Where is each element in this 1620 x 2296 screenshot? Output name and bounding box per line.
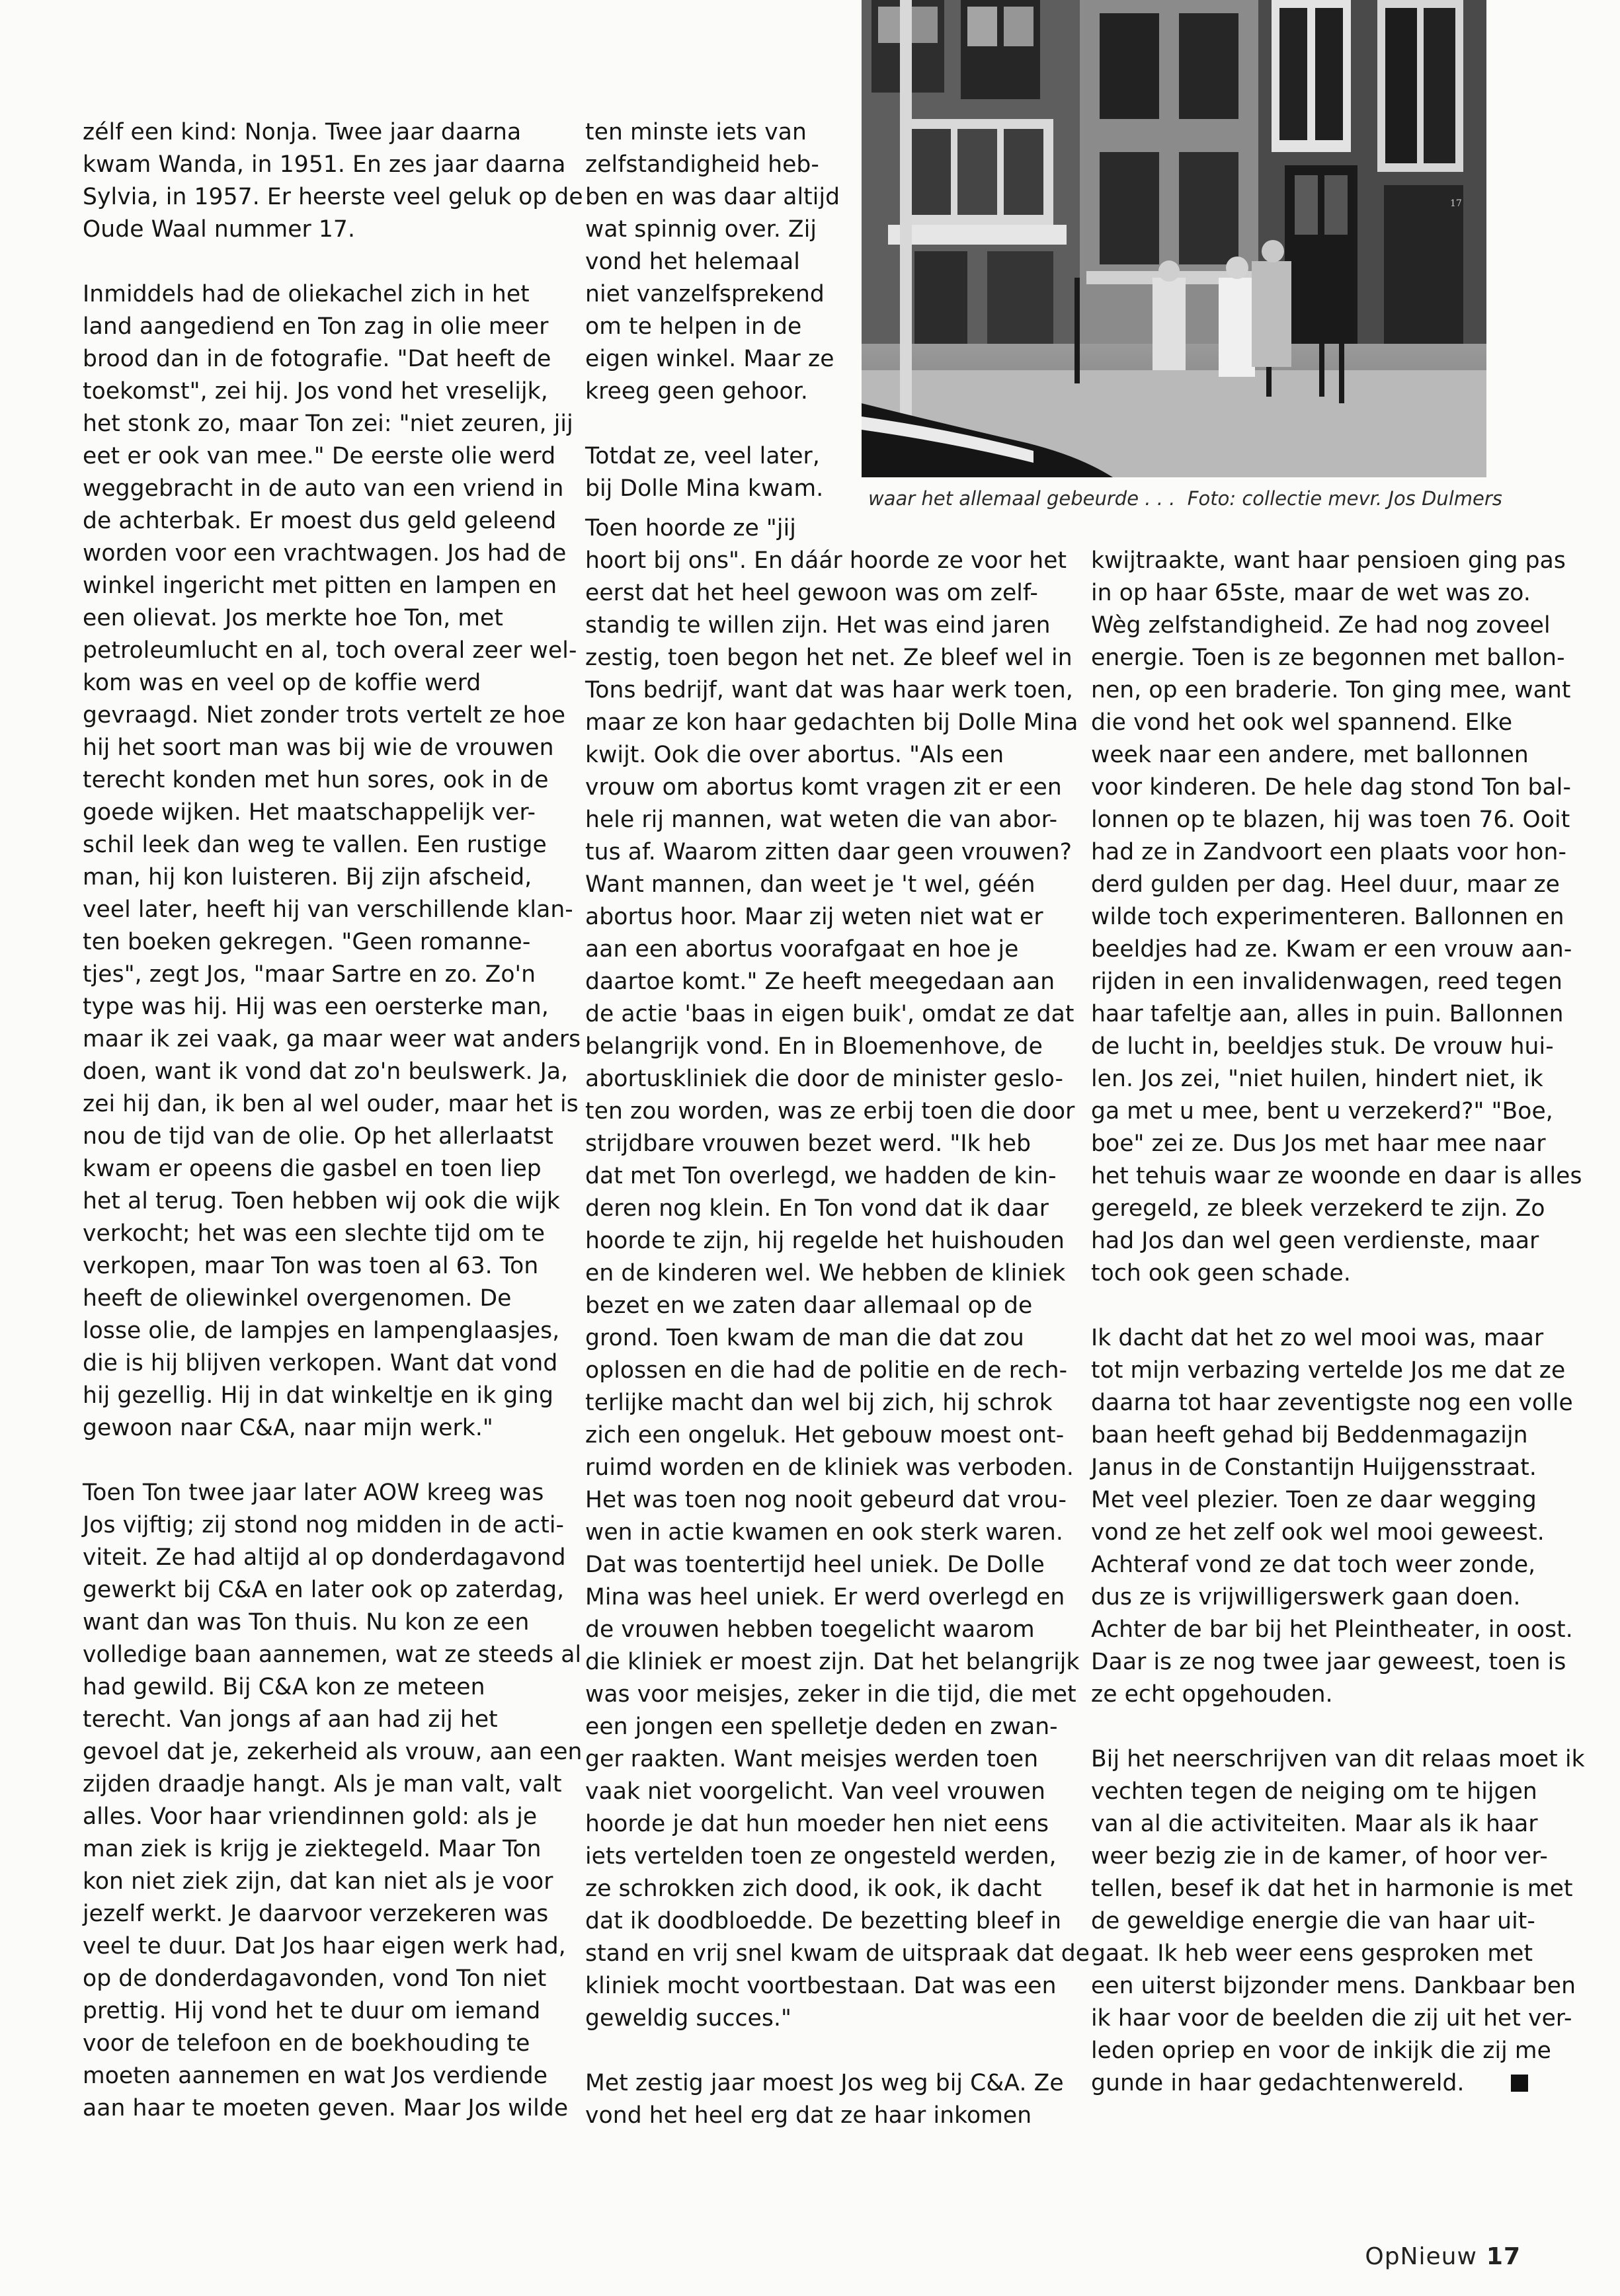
text-line: alles. Voor haar vriendinnen gold: als je [83,1803,538,1830]
text-line: Sylvia, in 1957. Er heerste veel geluk op de [83,184,583,210]
text-line: Daar is ze nog twee jaar geweest, toen is [1091,1649,1566,1675]
text-line: bezet en we zaten daar allemaal op de [585,1292,1033,1319]
text-line: kwijtraakte, want haar pensioen ging pas [1091,547,1566,574]
text-line: het al terug. Toen hebben wij ook die wijk [83,1188,560,1214]
text-line: ze schrokken zich dood, ik ook, ik dacht [585,1876,1042,1902]
text-line: Toen Ton twee jaar later AOW kreeg was [83,1480,544,1506]
text-line: len. Jos zei, "niet huilen, hindert niet, ik [1091,1066,1543,1092]
text-line: had gewild. Bij C&A kon ze meteen [83,1674,485,1700]
text-line: boe" zei ze. Dus Jos met haar mee naar [1091,1130,1546,1157]
text-line: toekomst", zei hij. Jos vond het vreselijk, [83,378,548,405]
text-line: Tons bedrijf, want dat was haar werk toen, [585,677,1073,703]
text-line: toch ook geen schade. [1091,1260,1351,1287]
text-line: Met zestig jaar moest Jos weg bij C&A. Ze [585,2070,1064,2096]
text-line: nou de tijd van de olie. Op het allerlaatst [83,1123,553,1150]
text-line: zich een ongeluk. Het gebouw moest ont- [585,1422,1065,1448]
paragraph-break [1091,1711,1580,1743]
text-line: abortuskliniek die door de minister geslo- [585,1066,1064,1092]
end-of-article-mark [1511,2075,1528,2092]
text-line: wat spinnig over. Zij [585,216,817,243]
text-line: Het was toen nog nooit gebeurd dat vrou- [585,1487,1067,1513]
text-line: zijden draadje hangt. Als je man valt, valt [83,1771,562,1798]
article-column-2 [585,512,1090,2132]
text-line: bij Dolle Mina kwam. [585,475,824,502]
text-line: zei hij dan, ik ben al wel ouder, maar het is [83,1091,579,1117]
text-line: leden opriep en voor de inkijk die zij me [1091,2038,1551,2064]
text-line: Wèg zelfstandigheid. Ze had nog zoveel [1091,612,1551,639]
text-line: kliniek mocht voortbestaan. Dat was een [585,1973,1057,1999]
text-line: Janus in de Constantijn Huijgensstraat. [1091,1454,1537,1481]
text-line: ten boeken gekregen. "Geen romanne- [83,929,531,955]
text-line: petroleumlucht en al, toch overal zeer wel- [83,637,577,664]
text-line: rijden in een invalidenwagen, reed tegen [1091,969,1562,995]
text-line: worden voor een vrachtwagen. Jos had de [83,540,567,567]
text-line: abortus hoor. Maar zij weten niet wat er [585,904,1043,930]
text-line: eigen winkel. Maar ze [585,346,834,372]
text-line: Ik dacht dat het zo wel mooi was, maar [1091,1325,1544,1351]
text-line: geregeld, ze bleek verzekerd te zijn. Zo [1091,1195,1545,1222]
text-line: volledige baan aannemen, wat ze steeds al [83,1642,582,1668]
text-line: dus ze is vrijwilligerswerk gaan doen. [1091,1584,1521,1610]
text-line: tus af. Waarom zitten daar geen vrouwen? [585,839,1073,865]
text-line: vond het heel erg dat ze haar inkomen [585,2102,1032,2129]
text-line: tellen, besef ik dat het in harmonie is met [1091,1876,1573,1902]
text-line: lonnen op te blazen, hij was toen 76. Ooit [1091,807,1570,833]
text-line: Dat was toentertijd heel uniek. De Dolle [585,1552,1045,1578]
house-number: 17 [1450,198,1462,209]
text-line: Mina was heel uniek. Er werd overlegd en [585,1584,1065,1610]
text-line: wilde toch experimenteren. Ballonnen en [1091,904,1564,930]
text-line: dat ik doodbloedde. De bezetting bleef in [585,1908,1062,1934]
text-line: daarna tot haar zeventigste nog een volle [1091,1390,1573,1416]
text-line: veel later, heeft hij van verschillende klan- [83,896,573,923]
text-line: gevraagd. Niet zonder trots vertelt ze hoe [83,702,566,729]
text-line: stand en vrij snel kwam de uitspraak dat de [585,1940,1090,1967]
text-line: in op haar 65ste, maar de wet was zo. [1091,580,1531,606]
text-line: vechten tegen de neiging om te hijgen [1091,1778,1537,1805]
text-line: jezelf werkt. Je daarvoor verzekeren was [83,1901,549,1927]
text-line: Want mannen, dan weet je 't wel, géén [585,871,1035,898]
text-line: deren nog klein. En Ton vond dat ik daar [585,1195,1049,1222]
text-line: winkel ingericht met pitten en lampen en [83,573,557,599]
paragraph-break [585,2035,1074,2067]
text-line: derd gulden per dag. Heel duur, maar ze [1091,871,1560,898]
text-line: terecht. Van jongs af aan had zij het [83,1706,498,1733]
text-line: viteit. Ze had altijd al op donderdagavond [83,1544,566,1571]
text-line: wen in actie kwamen en ook sterk waren. [585,1519,1063,1546]
paragraph-break [83,1445,559,1477]
text-line: tot mijn verbazing vertelde Jos me dat ze [1091,1357,1566,1384]
text-line: tjes", zegt Jos, "maar Sartre en zo. Zo'n [83,961,536,988]
text-line: aan een abortus voorafgaat en hoe je [585,936,1019,963]
text-line: Inmiddels had de oliekachel zich in het [83,281,530,307]
text-line: gunde in haar gedachtenwereld. [1091,2067,1580,2100]
text-line: grond. Toen kwam de man die dat zou [585,1325,1024,1351]
text-line: Totdat ze, veel later, [585,443,820,469]
text-line: prettig. Hij vond het te duur om iemand [83,1998,541,2024]
text-line: ruimd worden en de kliniek was verboden. [585,1454,1074,1481]
text-line: want dan was Ton thuis. Nu kon ze een [83,1609,530,1636]
text-line: de actie 'baas in eigen buik', omdat ze dat [585,1001,1074,1027]
text-line: land aangediend en Ton zag in olie meer [83,313,549,340]
text-line: zelfstandigheid heb- [585,151,819,178]
text-line: verkopen, maar Ton was toen al 63. Ton [83,1253,539,1279]
text-line: een jongen een spelletje deden en zwan- [585,1714,1058,1740]
text-line: kwijt. Ook die over abortus. "Als een [585,742,1004,768]
text-line: had ze in Zandvoort een plaats voor hon- [1091,839,1567,865]
text-line: hij gezellig. Hij in dat winkeltje en ik ging [83,1382,553,1409]
text-line: verkocht; het was een slechte tijd om te [83,1220,546,1247]
text-line: hij het soort man was bij wie de vrouwen [83,734,554,761]
text-line: die is hij blijven verkopen. Want dat vond [83,1350,558,1376]
publication-name: OpNieuw [1365,2243,1477,2270]
page-number: 17 [1486,2243,1521,2270]
text-line: strijdbare vrouwen bezet werd. "Ik heb [585,1130,1032,1157]
text-line: Achteraf vond ze dat toch weer zonde, [1091,1552,1536,1578]
text-line: ik haar voor de beelden die zij uit het ver- [1091,2005,1572,2032]
text-line: geweldig succes." [585,2005,792,2032]
text-line: goede wijken. Het maatschappelijk ver- [83,799,536,826]
text-line: Jos vijftig; zij stond nog midden in de acti- [83,1512,565,1538]
text-line: veel te duur. Dat Jos haar eigen werk had, [83,1933,566,1960]
text-line: aan haar te moeten geven. Maar Jos wilde [83,2095,569,2121]
text-line: moeten aannemen en wat Jos verdiende [83,2063,548,2089]
paragraph-break [1091,1290,1580,1322]
page-footer [1365,2243,1521,2270]
text-line: beeldjes had ze. Kwam er een vrouw aan- [1091,936,1572,963]
text-line: die vond het ook wel spannend. Elke [1091,709,1513,736]
text-line: type was hij. Hij was een oersterke man, [83,994,549,1020]
text-line: en de kinderen wel. We hebben de kliniek [585,1260,1066,1287]
text-line: de lucht in, beeldjes stuk. De vrouw hui- [1091,1033,1554,1060]
text-line: schil leek dan weg te vallen. Een rustige [83,832,547,858]
text-line: kwam Wanda, in 1951. En zes jaar daarna [83,151,566,178]
text-line: kreeg geen gehoor. [585,378,808,405]
text-line: man ziek is krijg je ziektegeld. Maar Ton [83,1836,542,1862]
text-line: van al die activiteiten. Maar als ik haar [1091,1811,1538,1837]
text-line: eet er ook van mee." De eerste olie werd [83,443,556,469]
text-line: om te helpen in de [585,313,802,340]
text-line: Achter de bar bij het Pleintheater, in oost. [1091,1616,1573,1643]
text-line: week naar een andere, met ballonnen [1091,742,1529,768]
text-line: vond het helemaal [585,249,800,275]
text-line: terlijke macht dan wel bij zich, hij schrok [585,1390,1053,1416]
text-line: kom was en veel op de koffie werd [83,670,481,696]
street-photo [862,0,1486,477]
text-line: niet vanzelfsprekend [585,281,825,307]
text-line: ga met u mee, bent u verzekerd?" "Boe, [1091,1098,1553,1125]
text-line: gewerkt bij C&A en later ook op zaterdag, [83,1577,565,1603]
article-column-1 [83,116,583,2125]
text-line: ten minste iets van [585,119,807,145]
text-line: standig te willen zijn. Het was eind jaren [585,612,1051,639]
text-line: zestig, toen begon het net. Ze bleef wel in [585,645,1073,671]
text-line: hoorde je dat hun moeder hen niet eens [585,1811,1049,1837]
text-line: ze echt opgehouden. [1091,1681,1333,1708]
text-line: haar tafeltje aan, alles in puin. Ballonnen [1091,1001,1564,1027]
article-column-3 [1091,545,1585,2100]
text-line: nen, op een braderie. Ton ging mee, want [1091,677,1571,703]
text-line: ten zou worden, was ze erbij toen die door [585,1098,1075,1125]
text-line: kwam er opeens die gasbel en toen liep [83,1156,542,1182]
text-line: de geweldige energie die van haar uit- [1091,1908,1535,1934]
text-line: had Jos dan wel geen verdienste, maar [1091,1228,1539,1254]
text-line: iets vertelden toen ze ongesteld werden, [585,1843,1057,1870]
text-line: Bij het neerschrijven van dit relaas moet ik [1091,1746,1585,1772]
text-line: gevoel dat je, zekerheid als vrouw, aan een [83,1739,583,1765]
text-line: Oude Waal nummer 17. [83,216,356,243]
text-line: Met veel plezier. Toen ze daar wegging [1091,1487,1537,1513]
text-line: kon niet ziek zijn, dat kan niet als je voor [83,1868,553,1895]
text-line: het stonk zo, maar Ton zei: "niet zeuren, jij [83,411,573,437]
text-line: Toen hoorde ze "jij [585,515,796,541]
text-line: de achterbak. Er moest dus geld geleend [83,508,557,534]
text-line: het tehuis waar ze woonde en daar is alles [1091,1163,1582,1189]
text-line: hele rij mannen, wat weten die van abor- [585,807,1058,833]
text-line: was voor meisjes, zeker in die tijd, die met [585,1681,1076,1708]
text-line: baan heeft gehad bij Beddenmagazijn [1091,1422,1528,1448]
text-line: die kliniek er moest zijn. Dat het belangrijk [585,1649,1080,1675]
text-line: maar ze kon haar gedachten bij Dolle Mina [585,709,1078,736]
text-line: gaat. Ik heb weer eens gesproken met [1091,1940,1533,1967]
text-line: weer bezig zie in de kamer, of hoor ver- [1091,1843,1548,1870]
text-line: voor de telefoon en de boekhouding te [83,2030,530,2057]
text-line: terecht konden met hun sores, ook in de [83,767,549,793]
text-line: belangrijk vond. En in Bloemenhove, de [585,1033,1043,1060]
text-line: weggebracht in de auto van een vriend in [83,475,564,502]
text-line: zélf een kind: Nonja. Twee jaar daarna [83,119,522,145]
text-line: oplossen en die had de politie en de rech- [585,1357,1068,1384]
text-line: hoorde te zijn, hij regelde het huishouden [585,1228,1065,1254]
text-line: voor kinderen. De hele dag stond Ton bal- [1091,774,1571,801]
text-line: gewoon naar C&A, naar mijn werk." [83,1415,493,1441]
text-line: eerst dat het heel gewoon was om zelf- [585,580,1038,606]
text-line: vrouw om abortus komt vragen zit er een [585,774,1062,801]
text-line: een olievat. Jos merkte hoe Ton, met [83,605,503,631]
text-line: doen, want ik vond dat zo'n beulswerk. Ja, [83,1058,569,1085]
text-line: vond ze het zelf ook wel mooi geweest. [1091,1519,1545,1546]
text-line: de vrouwen hebben toegelicht waarom [585,1616,1035,1643]
paragraph-break [585,408,870,440]
text-line: brood dan in de fotografie. "Dat heeft de [83,346,551,372]
text-line: dat met Ton overlegd, we hadden de kin- [585,1163,1057,1189]
text-line: ben en was daar altijd [585,184,840,210]
text-line: man, hij kon luisteren. Bij zijn afscheid, [83,864,532,891]
text-line: heeft de oliewinkel overgenomen. De [83,1285,512,1312]
text-line: energie. Toen is ze begonnen met ballon- [1091,645,1565,671]
text-line: losse olie, de lampjes en lampenglaasjes, [83,1318,560,1344]
paragraph-break [83,246,559,278]
text-line: daartoe komt." Ze heeft meegedaan aan [585,969,1055,995]
text-line: maar ik zei vaak, ga maar weer wat anders [83,1026,581,1052]
text-line: vaak niet voorgelicht. Van veel vrouwen [585,1778,1045,1805]
text-line: ger raakten. Want meisjes werden toen [585,1746,1039,1772]
text-line: een uiterst bijzonder mens. Dankbaar ben [1091,1973,1576,1999]
article-column-2-top [585,116,870,505]
photo-caption: waar het allemaal gebeurde . . . Foto: collectie mevr. Jos Dulmers [868,487,1502,510]
text-line: op de donderdagavonden, vond Ton niet [83,1965,547,1992]
text-line: hoort bij ons". En dáár hoorde ze voor het [585,547,1067,574]
